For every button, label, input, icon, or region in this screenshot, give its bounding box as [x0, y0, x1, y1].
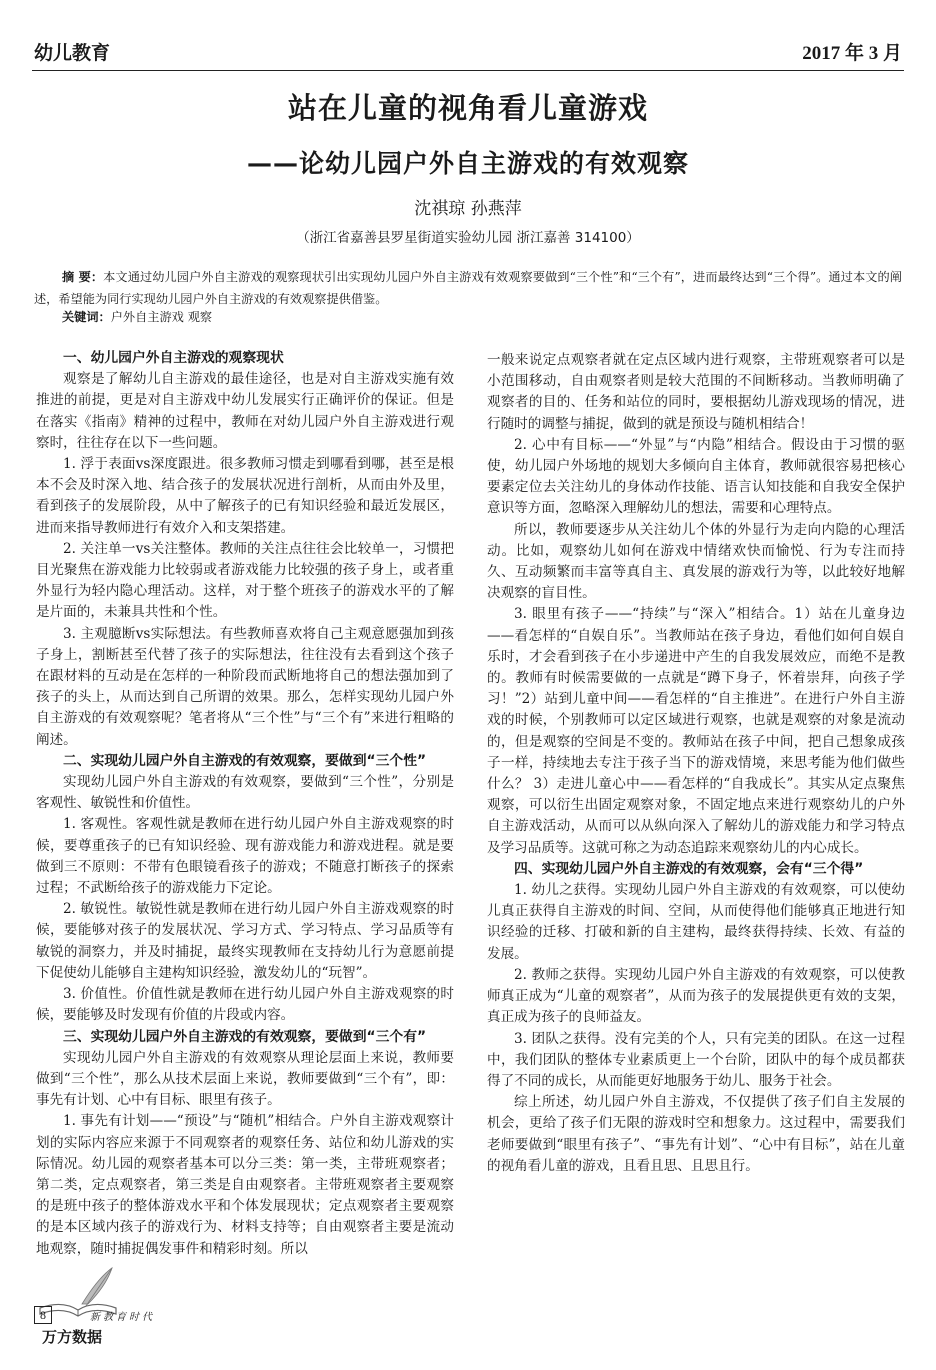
paragraph: 1. 幼儿之获得。实现幼儿园户外自主游戏的有效观察，可以使幼儿真正获得自主游戏的时间、空间，从而使得他们能够真正地进行知识经验的迁移、打破和新的自主建构，最终获得持续、长效、有益的发展。	[487, 882, 905, 962]
paragraph: 3. 主观臆断vs实际想法。有些教师喜欢将自己主观意愿强加到孩子身上，割断甚至代替了孩子的实际想法，往往没有去看到这个孩子在跟材料的互动是在怎样的一种阶段而武断地将自己的想法强加到了孩子的头上，从而达到自己所谓的效果。那么，怎样实现幼儿园户外自主游戏的有效观察呢？笔者将从“三个性”与“三个有”来进行粗略的阐述。	[36, 625, 454, 748]
keywords-label: 关键词：	[62, 310, 111, 324]
paragraph: 2. 教师之获得。实现幼儿园户外自主游戏的有效观察，可以使教师真正成为“儿童的观察者”，从而为孩子的发展提供更有效的支架，真正成为孩子的良师益友。	[487, 966, 905, 1026]
section-heading-3: 三、实现幼儿园户外自主游戏的有效观察，要做到“三个有”	[63, 1028, 427, 1045]
authors: 沈祺琼 孙燕萍	[414, 199, 522, 219]
affiliation: （浙江省嘉善县罗星街道实验幼儿园 浙江嘉善 314100）	[296, 230, 640, 246]
paragraph: 3. 团队之获得。没有完美的个人，只有完美的团队。在这一过程中，我们团队的整体专业素质更上一个台阶，团队中的每个成员都获得了不同的成长，从而能更好地服务于幼儿、服务于社会。	[487, 1030, 905, 1089]
paragraph: 3. 价值性。价值性就是教师在进行幼儿园户外自主游戏观察的时候，要能够及时发现有价值的片段或内容。	[36, 986, 454, 1024]
keywords-text: 户外自主游戏 观察	[110, 310, 213, 324]
section-heading-1: 一、幼儿园户外自主游戏的观察现状	[63, 350, 284, 366]
paragraph: 观察是了解幼儿自主游戏的最佳途径，也是对自主游戏实施有效推进的前提，更是对自主游戏中幼儿发展实行正确评价的保证。但是在落实《指南》精神的过程中，教师在对幼儿园户外自主游戏进行观察时，往往存在以下一些问题。	[36, 371, 454, 451]
paragraph: 2. 关注单一vs关注整体。教师的关注点往往会比较单一，习惯把目光聚焦在游戏能力比较弱或者游戏能力比较强的孩子身上，或者重外显行为轻内隐心理活动。这样，对于整个班孩子的游戏水平的了解是片面的，未兼具共性和个性。	[36, 540, 454, 621]
section-heading-2: 二、实现幼儿园户外自主游戏的有效观察，要做到“三个性”	[63, 752, 427, 769]
journal-name: 幼儿教育	[34, 42, 111, 64]
paragraph: 所以，教师要逐步从关注幼儿个体的外显行为走向内隐的心理活动。比如，观察幼儿如何在游戏中情绪欢快而愉悦、行为专注而持久、互动频繁而丰富等真自主、真发展的游戏行为等，以此较好地解决观察的盲目性。	[487, 521, 905, 602]
section-heading-4: 四、实现幼儿园户外自主游戏的有效观察，会有“三个得”	[514, 860, 864, 877]
article-title: 站在儿童的视角看儿童游戏	[287, 91, 648, 125]
issue-date: 2017 年 3 月	[802, 43, 902, 64]
header-rule	[32, 70, 904, 71]
paragraph: 2. 敏锐性。敏锐性就是教师在进行幼儿园户外自主游戏观察的时候，要能够对孩子的发展状况、学习方式、学习特点、学习品质等有敏锐的洞察力，并及时捕捉，最终实现教师在支持幼儿行为意愿前提下促使幼儿能够自主建构知识经验，激发幼儿的“玩智”。	[36, 901, 454, 981]
paragraph: 1. 事先有计划——“预设”与“随机”相结合。户外自主游戏观察计划的实际内容应来源于不同观察者的观察任务、站位和幼儿游戏的实际情况。幼儿园的观察者基本可以分三类：第一类，主带班观察者；第二类，定点观察者，第三类是自由观察者。主带班观察者主要观察的是班中孩子的整体游戏水平和个体发展现状；定点观察者主要观察的是本区域内孩子的游戏行为、材料支持等；自由观察者主要是流动地观察，随时捕捉偶发事件和精彩时刻。所以	[36, 1113, 454, 1257]
paragraph: 实现幼儿园户外自主游戏的有效观察，要做到“三个性”，分别是客观性、敏锐性和价值性。	[36, 774, 454, 812]
abstract	[34, 266, 902, 310]
wanfang-watermark: 万方数据	[42, 1328, 103, 1346]
paragraph: 1. 浮于表面vs深度跟进。很多教师习惯走到哪看到哪，甚至是根本不会及时深入地、结合孩子的发展状况进行剖析，从而由外及里，看到孩子的发展阶段，从中了解孩子的已有知识经验和最近发展区，进而来指导教师进行有效介入和支架搭建。	[36, 456, 454, 536]
paragraph: 1. 客观性。客观性就是教师在进行幼儿园户外自主游戏观察的时候，要尊重孩子的已有知识经验、现有游戏能力和游戏进程。就是要做到三不原则：不带有色眼镜看孩子的游戏；不随意打断孩子的探索过程；不武断给孩子的游戏能力下定论。	[36, 816, 454, 897]
abstract-label: 摘 要：	[62, 270, 104, 284]
keywords	[62, 307, 902, 327]
paragraph: 实现幼儿园户外自主游戏的有效观察从理论层面上来说，教师要做到“三个性”，那么从技术层面上来说，教师要做到“三个有”，即：事先有计划、心中有目标、眼里有孩子。	[36, 1049, 454, 1109]
abstract-text: 本文通过幼儿园户外自主游戏的观察现状引出实现幼儿园户外自主游戏有效观察要做到“三个性”和“三个有”，进而最终达到“三个得”。通过本文的阐述，希望能为同行实现幼儿园户外自主游戏的有效观察提供借鉴。	[34, 270, 902, 306]
right-column	[487, 350, 905, 1177]
page-number: 8	[34, 1306, 52, 1324]
paragraph: 一般来说定点观察者就在定点区域内进行观察，主带班观察者可以是小范围移动，自由观察者则是较大范围的不间断移动。当教师明确了观察者的目的、任务和站位的同时，要根据幼儿游戏现场的情况，进行随时的调整与捕捉，做到的就是预设与随机相结合！	[487, 352, 905, 432]
paragraph: 2. 心中有目标——“外显”与“内隐”相结合。假设由于习惯的驱使，幼儿园户外场地的规划大多倾向自主体育，教师就很容易把核心要素定位去关注幼儿的身体动作技能、语言认知技能和自我安全保护意识等方面，忽略深入理解幼儿的想法，需要和心理特点。	[487, 436, 905, 517]
left-column	[36, 348, 454, 1260]
paragraph: 综上所述，幼儿园户外自主游戏，不仅提供了孩子们自主发展的机会，更给了孩子们无限的游戏时空和想象力。这过程中，需要我们老师要做到“眼里有孩子”、“事先有计划”、“心中有目标”，站在儿童的视角看儿童的游戏，且看且思、且思且行。	[487, 1094, 905, 1174]
journal-script-name: 新教育时代	[90, 1312, 155, 1323]
article-subtitle: ——论幼儿园户外自主游戏的有效观察	[246, 149, 689, 178]
paragraph: 3. 眼里有孩子——“持续”与“深入”相结合。1）站在儿童身边——看怎样的“自娱自乐”。当教师站在孩子身边，看他们如何自娱自乐时，才会看到孩子在小步递进中产生的自我发展效应，而绝不是教的。教师有时候需要做的一点就是“蹲下身子，怀着崇拜，向孩子学习！”2）站到儿童中间——看怎样的“自主推进”。在进行户外自主游戏的时候，个别教师可以定区域进行观察，也就是观察的对象是流动的，但是观察的空间是不变的。教师站在孩子中间，把自己想象成孩子一样，持续地去专注于孩子当下的游戏情境，来思考能为他们做些什么？ 3）走进儿童心中——看怎样的“自我成长”。其实从定点聚焦观察，可以衍生出固定观察对象，不固定地点来进行观察幼儿的户外自主游戏活动，从而可以从纵向深入了解幼儿的游戏能力和学习特点及学习品质等。这就可称之为动态追踪来观察幼儿的内心成长。	[487, 606, 905, 856]
